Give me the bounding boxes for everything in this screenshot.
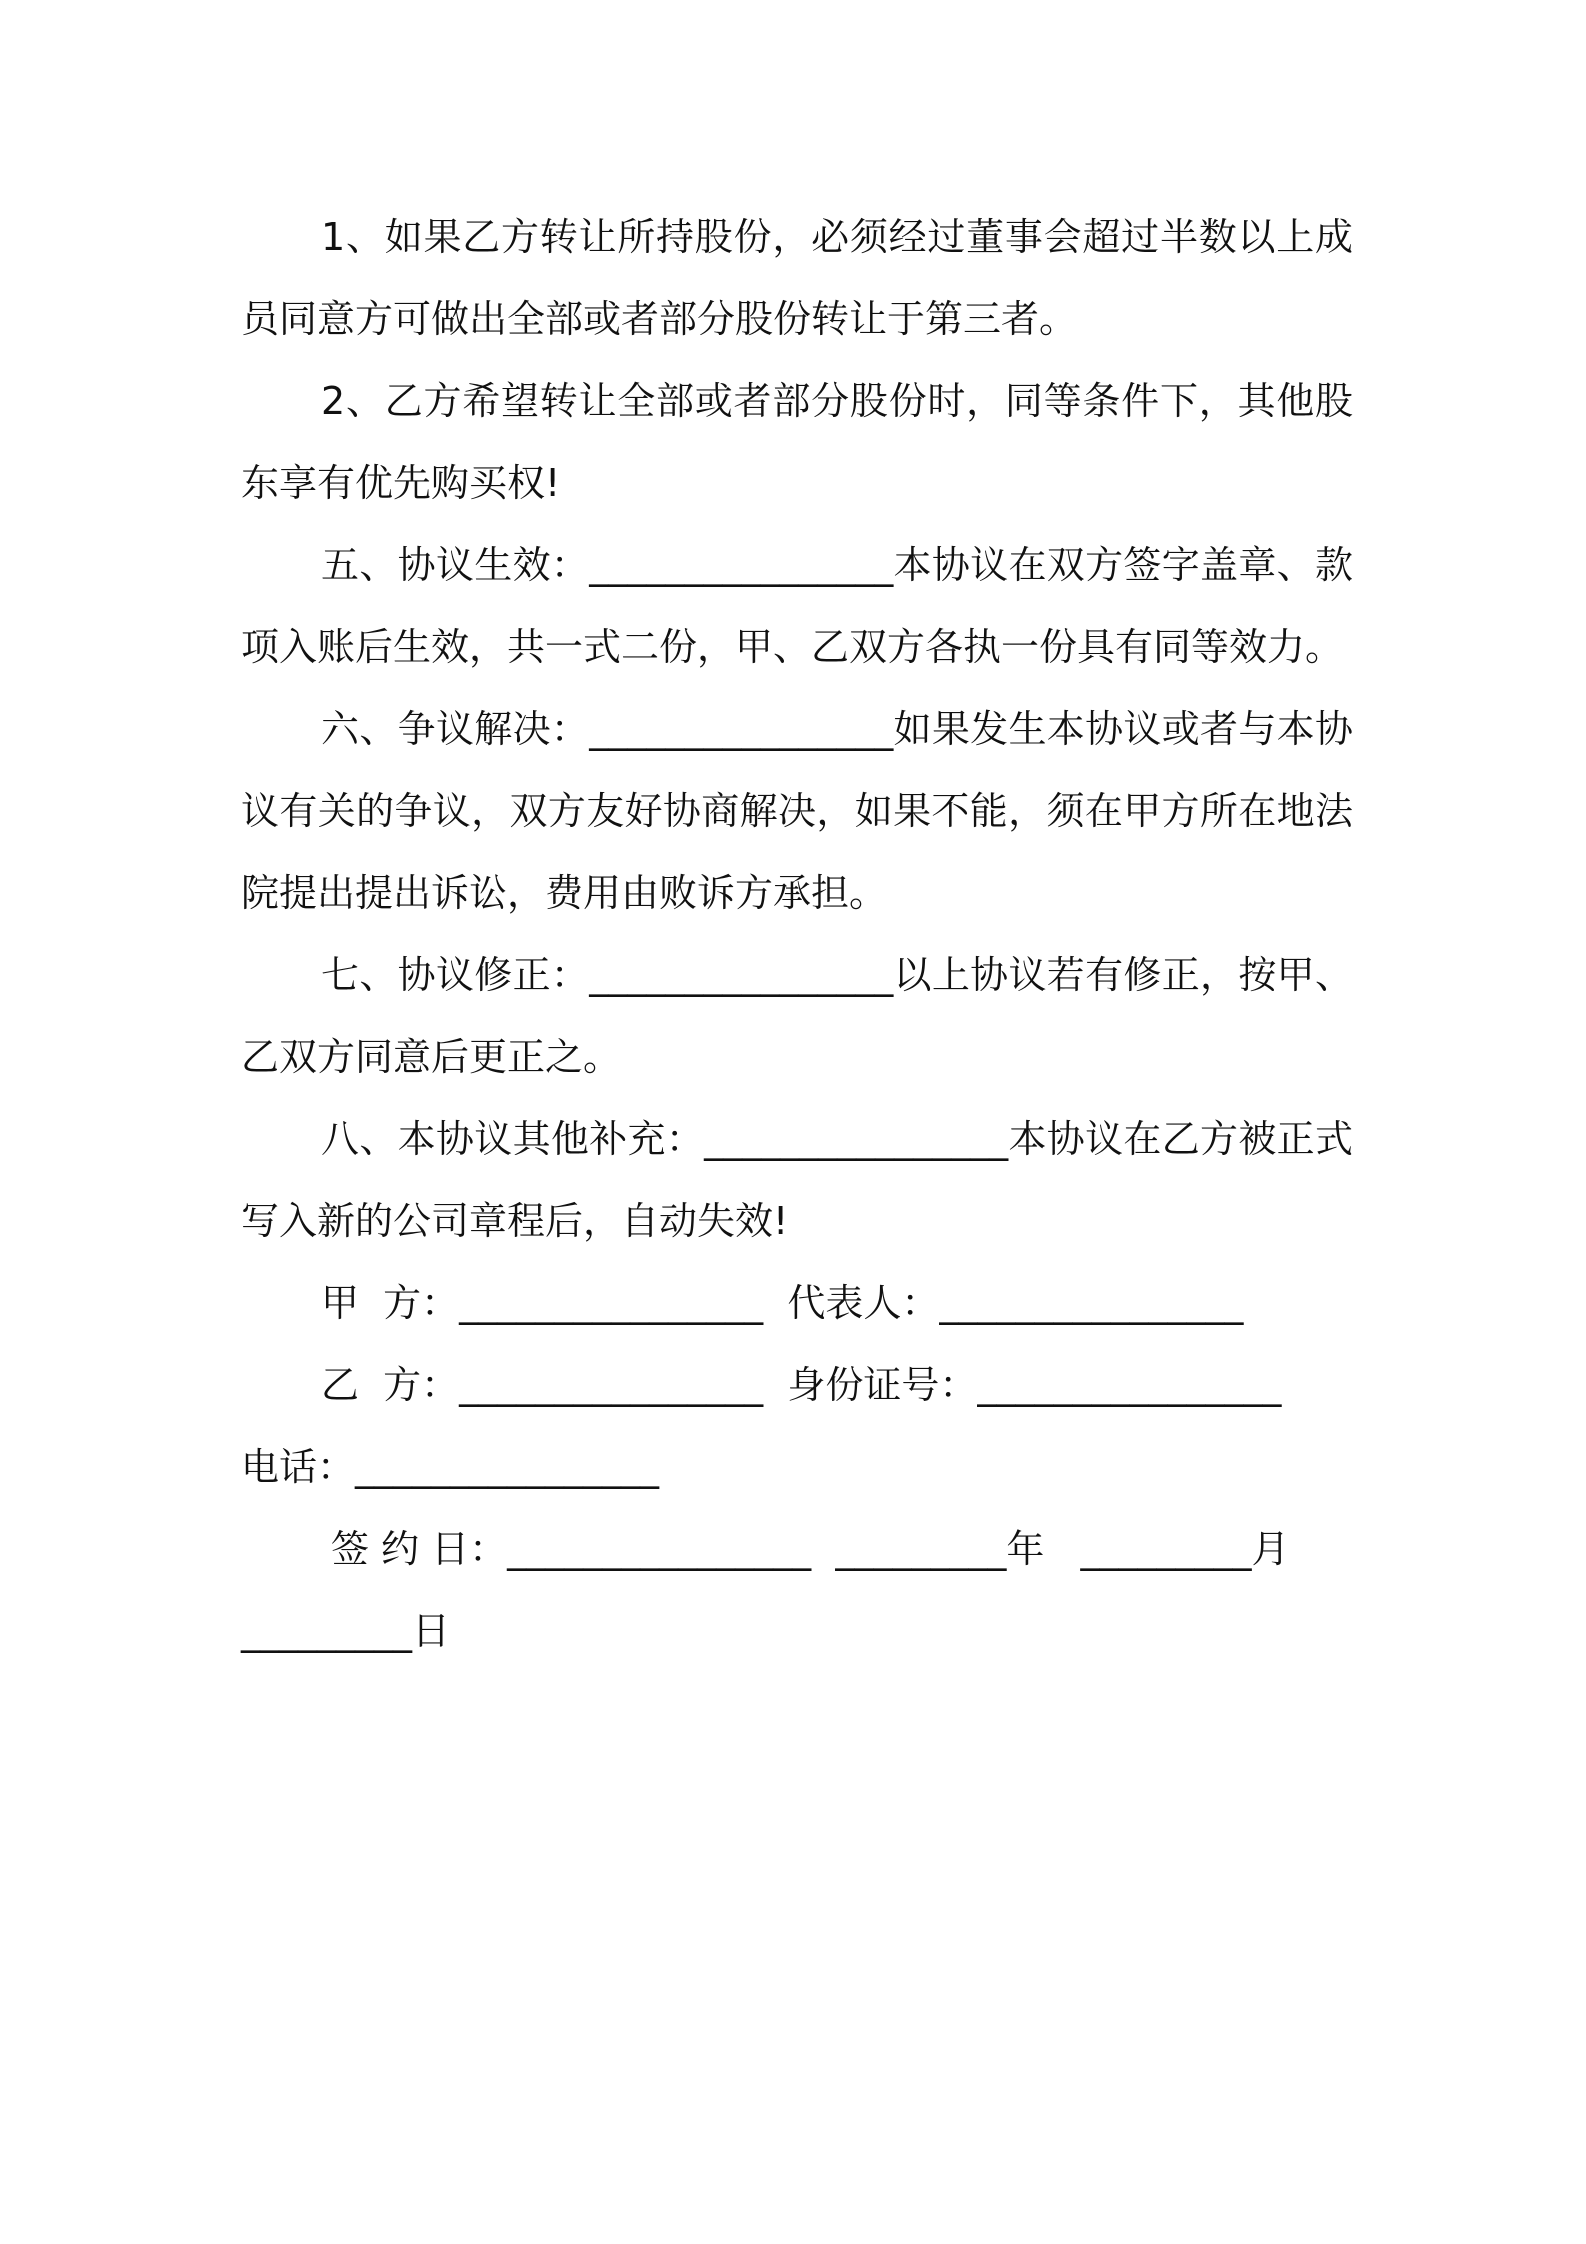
- clause-dispute-resolution: 六、争议解决：________________如果发生本协议或者与本协议有关的争议，双方友好协商解决，如果不能，须在甲方所在地法院提出提出诉讼，费用由败诉方承担。: [241, 707, 1353, 915]
- signing-date-line: 签 约 日：________________ _________年 _________月: [331, 1527, 1290, 1571]
- clause-effectiveness: 五、协议生效：________________本协议在双方签字盖章、款项入账后生效，共一式二份，甲、乙双方各执一份具有同等效力。: [241, 543, 1353, 669]
- party-b-signature-line: 乙 方：________________ 身份证号：________________: [321, 1363, 1282, 1407]
- clause-preemptive-right: 2、乙方希望转让全部或者部分股份时，同等条件下，其他股东享有优先购买权!: [241, 379, 1353, 505]
- clause-amendment: 七、协议修正：________________以上协议若有修正，按甲、乙双方同意后更正之。: [241, 953, 1353, 1079]
- document-body: [241, 196, 1353, 1672]
- signing-day-line: _________日: [241, 1609, 451, 1653]
- phone-line: 电话：________________: [241, 1445, 660, 1489]
- party-a-signature-line: 甲 方：________________ 代表人：________________: [321, 1281, 1244, 1325]
- clause-share-transfer: 1、如果乙方转让所持股份，必须经过董事会超过半数以上成员同意方可做出全部或者部分股份转让于第三者。: [241, 215, 1353, 341]
- clause-supplement: 八、本协议其他补充：________________本协议在乙方被正式写入新的公司章程后，自动失效!: [241, 1117, 1353, 1243]
